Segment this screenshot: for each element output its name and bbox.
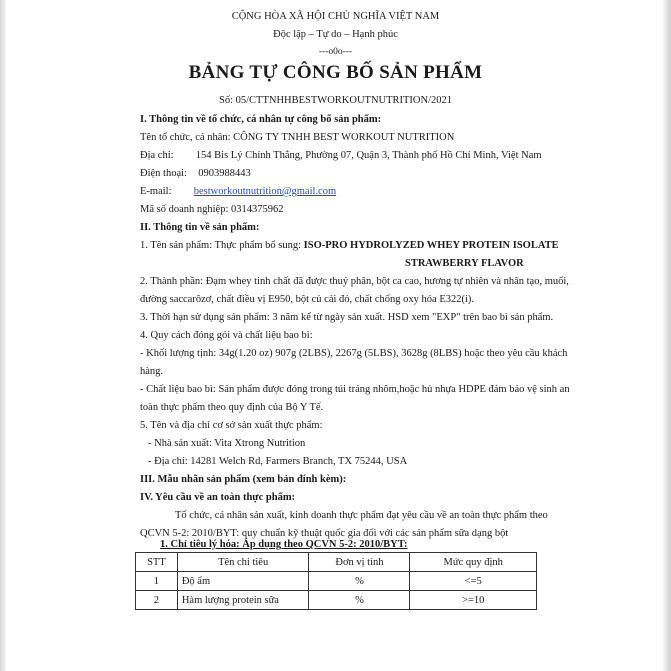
table-cell: Độ ẩm xyxy=(177,572,309,591)
net-weight-line1: - Khối lượng tịnh: 34g(1.20 oz) 907g (2LBS), 2267g (5LBS), 3628g (8LBS) hoặc theo yêu cầu khách xyxy=(140,348,568,359)
table-cell: Hàm lượng protein sữa xyxy=(177,591,309,610)
packaging-material-line1: - Chất liệu bao bì: Sản phẩm được đóng trong túi tráng nhôm,hoặc hủ nhựa HDPE đảm bảo vệ sinh an xyxy=(140,384,570,395)
address-label: Địa chỉ: xyxy=(140,150,174,161)
table-cell: >=10 xyxy=(410,591,537,610)
email-label: E-mail: xyxy=(140,186,172,197)
section3-heading: III. Mẫu nhãn sản phẩm (xem bản đính kèm): xyxy=(140,474,347,485)
org-name: Tên tổ chức, cá nhân: CÔNG TY TNHH BEST WORKOUT NUTRITION xyxy=(140,132,455,143)
email-link[interactable]: bestworkoutnutrition@gmail.com xyxy=(193,186,337,197)
safety-line2: QCVN 5-2: 2010/BYT: quy chuẩn kỹ thuật quốc gia đối với các sản phẩm sữa dạng bột xyxy=(140,528,509,539)
ingredients-line1: 2. Thành phần: Đạm whey tinh chất đã được thuỷ phân, bột ca cao, hương tự nhiên và nhân tạo, muối, xyxy=(140,276,569,287)
safety-line1: Tổ chức, cá nhân sản xuất, kinh doanh thực phẩm đạt yêu cầu về an toàn thực phẩm theo xyxy=(175,510,548,521)
table-cell: 2 xyxy=(136,591,178,610)
reference-number: Số: 05/CTTNHHBESTWORKOUTNUTRITION/2021 xyxy=(218,95,453,106)
tax-code: Mã số doanh nghiệp: 0314375962 xyxy=(140,204,284,215)
section4-heading: IV. Yêu cầu về an toàn thực phẩm: xyxy=(140,492,296,503)
product-name-row xyxy=(140,237,559,255)
physicochemical-subheading: 1. Chỉ tiêu lý hóa: Áp dụng theo QCVN 5-2: 2010/BYT: xyxy=(160,539,408,550)
section2-heading: II. Thông tin về sản phẩm: xyxy=(140,222,260,233)
table-header: Tên chỉ tiêu xyxy=(177,553,309,572)
address-row xyxy=(140,147,542,165)
divider-text: ---o0o--- xyxy=(318,47,353,57)
motto: Độc lập – Tự do – Hạnh phúc xyxy=(273,29,398,40)
email-row xyxy=(140,183,336,201)
table-header: Mức quy định xyxy=(410,553,537,572)
packaging-heading: 4. Quy cách đóng gói và chất liệu bao bì: xyxy=(140,330,313,341)
phone-value: 0903988443 xyxy=(198,168,251,179)
country-header: CỘNG HÒA XÃ HỘI CHỦ NGHĨA VIỆT NAM xyxy=(231,11,440,22)
product-name: ISO-PRO HYDROLYZED WHEY PROTEIN ISOLATE xyxy=(303,240,559,251)
table-cell: % xyxy=(309,572,410,591)
manufacturer-name: - Nhà sản xuất: Vita Xtrong Nutrition xyxy=(148,438,306,449)
ingredients-line2: đường saccarôzơ, chất điều vị E950, bột củ cải đỏ, chất chống oxy hóa E322(i). xyxy=(140,294,475,305)
table-row xyxy=(136,591,537,610)
phone-row xyxy=(140,165,251,183)
manufacturer-heading: 5. Tên và địa chỉ cơ sở sản xuất thực phẩm: xyxy=(140,420,323,431)
product-name-prefix: 1. Tên sản phẩm: Thực phẩm bổ sung: xyxy=(140,240,304,251)
shelf-life: 3. Thời hạn sử dụng sản phẩm: 3 năm kể từ ngày sản xuất. HSD xem "EXP" trên bao bì sản phẩm. xyxy=(140,312,554,323)
table-cell: % xyxy=(309,591,410,610)
document-title: BẢNG TỰ CÔNG BỐ SẢN PHẨM xyxy=(188,62,483,83)
table-header: Đơn vị tính xyxy=(309,553,410,572)
address-value: 154 Bis Lý Chính Thắng, Phường 07, Quận 3, Thành phố Hồ Chí Minh, Việt Nam xyxy=(195,150,542,161)
packaging-material-line2: toàn thực phẩm theo quy định của Bộ Y Tế. xyxy=(140,402,324,413)
table-cell: <=5 xyxy=(410,572,537,591)
phone-label: Điện thoại: xyxy=(140,168,187,179)
manufacturer-address: - Địa chỉ: 14281 Welch Rd, Farmers Branch, TX 75244, USA xyxy=(148,456,408,467)
product-flavor: STRAWBERRY FLAVOR xyxy=(405,258,524,269)
table-header: STT xyxy=(136,553,178,572)
table-header-row xyxy=(136,553,537,572)
specification-table xyxy=(135,552,537,610)
section1-heading: I. Thông tin về tổ chức, cá nhân tự công bố sản phẩm: xyxy=(140,114,382,125)
net-weight-line2: hàng. xyxy=(140,366,164,377)
table-cell: 1 xyxy=(136,572,178,591)
table-row xyxy=(136,572,537,591)
